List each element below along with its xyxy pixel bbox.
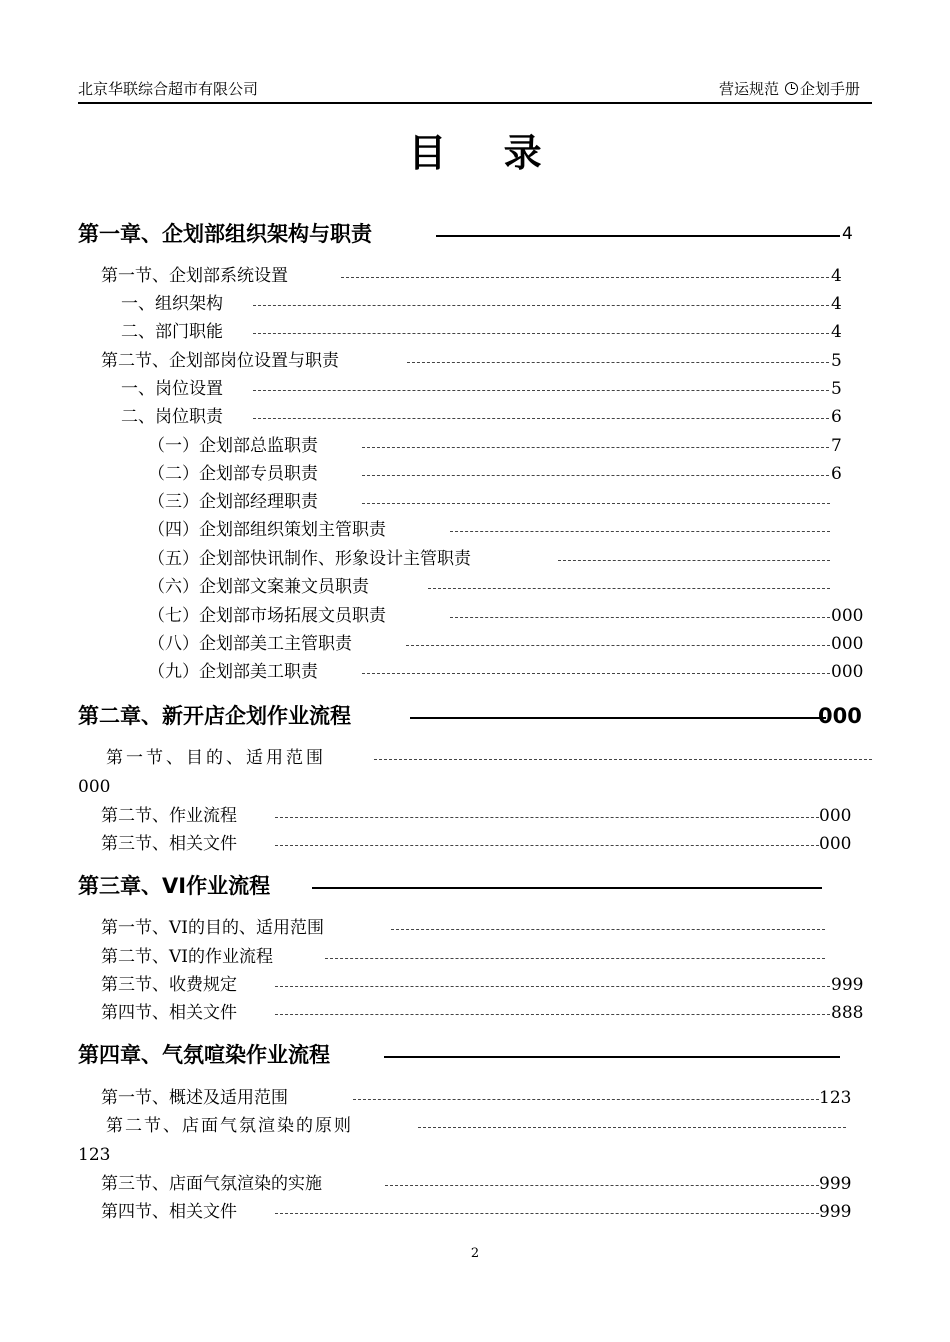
toc-leader bbox=[362, 503, 830, 504]
toc-entry[interactable] bbox=[121, 403, 841, 431]
toc-entry[interactable] bbox=[121, 318, 841, 346]
toc-label: 第一节、概述及适用范围 bbox=[101, 1088, 288, 1108]
toc-entry[interactable] bbox=[148, 602, 864, 630]
toc-page: 6 bbox=[831, 464, 842, 484]
toc-leader bbox=[410, 717, 826, 719]
toc-label: 第三节、店面气氛渲染的实施 bbox=[101, 1174, 322, 1194]
toc-entry[interactable] bbox=[101, 830, 853, 858]
toc-label: 第四节、相关文件 bbox=[101, 1003, 237, 1023]
toc-label: 第二节、VI的作业流程 bbox=[101, 947, 273, 967]
toc-page: 888 bbox=[831, 1003, 864, 1023]
toc-chapter-2[interactable] bbox=[78, 702, 868, 730]
toc-label: 第三节、收费规定 bbox=[101, 975, 237, 995]
toc-leader bbox=[312, 887, 822, 889]
toc-label: 第二节、作业流程 bbox=[101, 806, 237, 826]
toc-entry[interactable] bbox=[101, 914, 825, 942]
toc-leader bbox=[407, 362, 829, 363]
toc-chapter-4[interactable] bbox=[78, 1041, 840, 1069]
toc-leader bbox=[418, 1127, 846, 1128]
toc-leader bbox=[362, 447, 829, 448]
toc-page: 5 bbox=[831, 351, 842, 371]
toc-page: 4 bbox=[831, 294, 842, 314]
toc-entry[interactable] bbox=[148, 516, 830, 544]
toc-page: 000 bbox=[819, 806, 852, 826]
toc-entry[interactable] bbox=[101, 262, 841, 290]
toc-leader bbox=[253, 305, 829, 306]
toc-label: （七）企划部市场拓展文员职责 bbox=[148, 606, 386, 626]
toc-label: 第四节、相关文件 bbox=[101, 1202, 237, 1222]
toc-leader bbox=[275, 1014, 830, 1015]
toc-label: 一、组织架构 bbox=[121, 294, 223, 314]
toc-page: 4 bbox=[842, 224, 853, 244]
toc-entry[interactable] bbox=[101, 347, 841, 375]
toc-leader bbox=[341, 277, 829, 278]
toc-page: 6 bbox=[831, 407, 842, 427]
toc-entry[interactable] bbox=[101, 802, 853, 830]
toc-label: 第一节、VI的目的、适用范围 bbox=[101, 918, 324, 938]
toc-leader bbox=[275, 817, 819, 818]
toc-label: 二、岗位职责 bbox=[121, 407, 223, 427]
toc-label: （五）企划部快讯制作、形象设计主管职责 bbox=[148, 549, 471, 569]
toc-leader bbox=[362, 475, 829, 476]
toc-entry[interactable] bbox=[101, 1084, 853, 1112]
toc-leader bbox=[253, 418, 829, 419]
toc-page: 5 bbox=[831, 379, 842, 399]
toc-label: （六）企划部文案兼文员职责 bbox=[148, 577, 369, 597]
toc-leader bbox=[450, 617, 830, 618]
toc-entry[interactable] bbox=[121, 290, 841, 318]
toc-page: 7 bbox=[831, 436, 842, 456]
toc-page: 999 bbox=[819, 1202, 852, 1222]
toc-leader bbox=[391, 929, 825, 930]
toc-leader bbox=[406, 645, 830, 646]
toc-label: 第三章、VI作业流程 bbox=[78, 874, 271, 898]
toc-label: （二）企划部专员职责 bbox=[148, 464, 318, 484]
toc-entry[interactable] bbox=[148, 432, 841, 460]
toc-label: （四）企划部组织策划主管职责 bbox=[148, 520, 386, 540]
company-name: 北京华联综合超市有限公司 bbox=[78, 80, 259, 98]
toc-entry[interactable] bbox=[148, 630, 864, 658]
toc-label: 二、部门职能 bbox=[121, 322, 223, 342]
toc-entry[interactable] bbox=[106, 1112, 846, 1140]
toc-leader bbox=[450, 531, 830, 532]
toc-page: 000 bbox=[819, 834, 852, 854]
toc-leader bbox=[428, 588, 830, 589]
manual-name-part1: 营运规范 bbox=[718, 80, 779, 98]
toc-page: 123 bbox=[819, 1088, 852, 1108]
toc-label: 第三节、相关文件 bbox=[101, 834, 237, 854]
toc-entry[interactable] bbox=[101, 999, 864, 1027]
toc-label: （三）企划部经理职责 bbox=[148, 492, 318, 512]
toc-page: 000 bbox=[831, 662, 864, 682]
toc-leader bbox=[436, 235, 840, 237]
page-header bbox=[78, 78, 872, 104]
toc-page-wrapped: 000 bbox=[78, 777, 111, 797]
toc-leader bbox=[325, 958, 825, 959]
toc-leader bbox=[275, 1213, 819, 1214]
toc-label: 第二节、店面气氛渲染的原则 bbox=[106, 1116, 353, 1136]
toc-page: 000 bbox=[831, 634, 864, 654]
toc-page: 4 bbox=[831, 266, 842, 286]
toc-entry[interactable] bbox=[101, 1170, 853, 1198]
toc-leader bbox=[374, 759, 872, 760]
toc-leader bbox=[253, 390, 829, 391]
toc-label: 第二章、新开店企划作业流程 bbox=[78, 704, 351, 728]
toc-entry[interactable] bbox=[121, 375, 841, 403]
page-title: 目 录 bbox=[408, 131, 564, 175]
toc-page-wrapped: 123 bbox=[78, 1145, 111, 1165]
toc-label: 第四章、气氛喧染作业流程 bbox=[78, 1043, 330, 1067]
toc-entry[interactable] bbox=[148, 545, 830, 573]
toc-label: 第一节、目的、适用范围 bbox=[106, 748, 326, 768]
toc-leader bbox=[385, 1185, 819, 1186]
toc-page: 999 bbox=[819, 1174, 852, 1194]
toc-entry[interactable] bbox=[148, 488, 830, 516]
toc-leader bbox=[353, 1099, 819, 1100]
toc-entry[interactable] bbox=[148, 573, 830, 601]
toc-page: 4 bbox=[831, 322, 842, 342]
toc-leader bbox=[384, 1056, 840, 1058]
page-number: 2 bbox=[470, 1246, 480, 1261]
toc-label: （一）企划部总监职责 bbox=[148, 436, 318, 456]
toc-entry[interactable] bbox=[106, 744, 872, 772]
manual-name-part2: 企划手册 bbox=[799, 80, 860, 98]
toc-leader bbox=[253, 333, 829, 334]
toc-label: 一、岗位设置 bbox=[121, 379, 223, 399]
toc-entry[interactable] bbox=[148, 658, 864, 686]
toc-chapter-3[interactable] bbox=[78, 872, 822, 900]
toc-label: （九）企划部美工职责 bbox=[148, 662, 318, 682]
manual-name bbox=[719, 78, 860, 99]
toc-label: （八）企划部美工主管职责 bbox=[148, 634, 352, 654]
toc-entry[interactable] bbox=[101, 943, 825, 971]
toc-entry[interactable] bbox=[101, 971, 864, 999]
toc-label: 第一节、企划部系统设置 bbox=[101, 266, 288, 286]
toc-label: 第二节、企划部岗位设置与职责 bbox=[101, 351, 339, 371]
toc-page: 000 bbox=[818, 704, 862, 728]
toc-page: 000 bbox=[831, 606, 864, 626]
toc-entry[interactable] bbox=[148, 460, 841, 488]
toc-label: 第一章、企划部组织架构与职责 bbox=[78, 222, 372, 246]
toc-leader bbox=[275, 845, 819, 846]
clock-icon bbox=[785, 82, 798, 95]
toc-chapter-1[interactable] bbox=[78, 220, 858, 248]
toc-leader bbox=[558, 560, 830, 561]
toc-leader bbox=[275, 986, 830, 987]
toc-page: 999 bbox=[831, 975, 864, 995]
toc-leader bbox=[362, 673, 830, 674]
toc-entry[interactable] bbox=[101, 1198, 853, 1226]
